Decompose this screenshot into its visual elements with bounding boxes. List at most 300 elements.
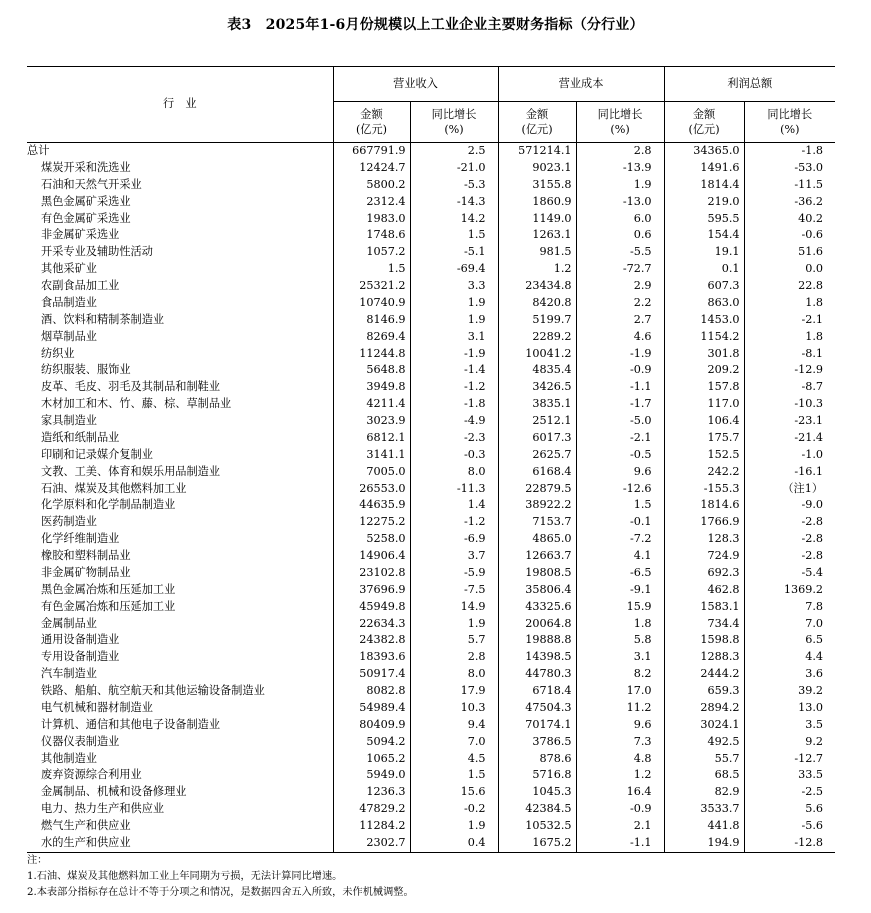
profit-amount-cell: 0.1 bbox=[664, 261, 744, 278]
table-row bbox=[27, 346, 835, 363]
revenue-amount-cell: 25321.2 bbox=[333, 278, 410, 295]
profit-growth-cell: 51.6 bbox=[744, 244, 835, 261]
cost-growth-cell: 7.3 bbox=[576, 734, 664, 751]
table-row bbox=[27, 514, 835, 531]
table-row bbox=[27, 227, 835, 244]
table-row bbox=[27, 362, 835, 379]
revenue-amount-cell: 8269.4 bbox=[333, 329, 410, 346]
revenue-amount-cell: 12275.2 bbox=[333, 514, 410, 531]
revenue-growth-cell: 2.5 bbox=[410, 143, 498, 160]
profit-amount-cell: 1814.4 bbox=[664, 177, 744, 194]
cost-amount-cell: 1675.2 bbox=[498, 835, 576, 852]
revenue-growth-cell: -0.3 bbox=[410, 447, 498, 464]
revenue-amount-cell: 2312.4 bbox=[333, 194, 410, 211]
profit-amount-cell: 1491.6 bbox=[664, 160, 744, 177]
industry-name: 电力、热力生产和供应业 bbox=[41, 802, 165, 816]
cost-amount-cell: 70174.1 bbox=[498, 717, 576, 734]
cost-growth-cell: -1.9 bbox=[576, 346, 664, 363]
industry-name: 木材加工和木、竹、藤、棕、草制品业 bbox=[41, 397, 232, 411]
cost-amount-cell: 6168.4 bbox=[498, 464, 576, 481]
cost-growth-cell: 1.8 bbox=[576, 616, 664, 633]
cost-growth-cell: -0.1 bbox=[576, 514, 664, 531]
profit-amount-cell: 106.4 bbox=[664, 413, 744, 430]
profit-growth-cell: -21.4 bbox=[744, 430, 835, 447]
revenue-amount-cell: 45949.8 bbox=[333, 599, 410, 616]
profit-amount-cell: 659.3 bbox=[664, 683, 744, 700]
industry-name: 化学原料和化学制品制造业 bbox=[41, 498, 176, 512]
profit-amount-cell: 595.5 bbox=[664, 211, 744, 228]
profit-amount-cell: 152.5 bbox=[664, 447, 744, 464]
revenue-amount-cell: 5094.2 bbox=[333, 734, 410, 751]
profit-amount-cell: 34365.0 bbox=[664, 143, 744, 160]
profit-growth-cell: -2.8 bbox=[744, 548, 835, 565]
revenue-growth-cell: 15.6 bbox=[410, 784, 498, 801]
industry-name: 酒、饮料和精制茶制造业 bbox=[41, 312, 165, 326]
revenue-growth-cell: -11.3 bbox=[410, 481, 498, 498]
profit-growth-cell: -5.6 bbox=[744, 818, 835, 835]
profit-growth-cell: 0.0 bbox=[744, 261, 835, 278]
profit-amount-cell: 68.5 bbox=[664, 767, 744, 784]
profit-growth-cell: -12.7 bbox=[744, 751, 835, 768]
cost-growth-cell: -1.1 bbox=[576, 835, 664, 852]
profit-growth-cell: -2.5 bbox=[744, 784, 835, 801]
table-row bbox=[27, 751, 835, 768]
revenue-growth-cell: 2.8 bbox=[410, 649, 498, 666]
table-row bbox=[27, 430, 835, 447]
revenue-growth-cell: 1.9 bbox=[410, 295, 498, 312]
table-row bbox=[27, 616, 835, 633]
profit-growth-cell: 6.5 bbox=[744, 632, 835, 649]
cost-growth-cell: -13.0 bbox=[576, 194, 664, 211]
cost-amount-cell: 14398.5 bbox=[498, 649, 576, 666]
profit-amount-cell: 209.2 bbox=[664, 362, 744, 379]
industry-name: 金属制品业 bbox=[41, 616, 97, 630]
industry-name: 有色金属矿采选业 bbox=[41, 211, 131, 225]
industry-name: 有色金属冶炼和压延加工业 bbox=[41, 599, 176, 613]
table-row bbox=[27, 666, 835, 683]
cost-growth-cell: 3.1 bbox=[576, 649, 664, 666]
profit-amount-cell: 1583.1 bbox=[664, 599, 744, 616]
cost-amount-cell: 3426.5 bbox=[498, 379, 576, 396]
cost-growth-cell: -0.9 bbox=[576, 362, 664, 379]
industry-name: 非金属矿采选业 bbox=[41, 228, 120, 242]
profit-amount-cell: 157.8 bbox=[664, 379, 744, 396]
profit-amount-cell: 2444.2 bbox=[664, 666, 744, 683]
profit-amount-cell: 734.4 bbox=[664, 616, 744, 633]
revenue-growth-cell: -1.2 bbox=[410, 514, 498, 531]
revenue-growth-cell: 1.9 bbox=[410, 818, 498, 835]
profit-growth-cell: 3.6 bbox=[744, 666, 835, 683]
cost-growth-cell: 15.9 bbox=[576, 599, 664, 616]
revenue-amount-cell: 1236.3 bbox=[333, 784, 410, 801]
cost-growth-cell: -5.5 bbox=[576, 244, 664, 261]
profit-growth-cell: 9.2 bbox=[744, 734, 835, 751]
profit-amount-cell: 692.3 bbox=[664, 565, 744, 582]
profit-growth-cell: 22.8 bbox=[744, 278, 835, 295]
cost-amount-cell: 9023.1 bbox=[498, 160, 576, 177]
profit-growth-cell: -16.1 bbox=[744, 464, 835, 481]
profit-growth-cell: 3.5 bbox=[744, 717, 835, 734]
cost-amount-cell: 10532.5 bbox=[498, 818, 576, 835]
revenue-growth-cell: 17.9 bbox=[410, 683, 498, 700]
cost-amount-cell: 3155.8 bbox=[498, 177, 576, 194]
revenue-growth-cell: 3.3 bbox=[410, 278, 498, 295]
profit-amount-cell: 3024.1 bbox=[664, 717, 744, 734]
revenue-amount-cell: 37696.9 bbox=[333, 582, 410, 599]
cost-growth-cell: 2.1 bbox=[576, 818, 664, 835]
profit-amount-cell: 492.5 bbox=[664, 734, 744, 751]
industry-name: 石油和天然气开采业 bbox=[41, 177, 142, 191]
table-row bbox=[27, 548, 835, 565]
table-row bbox=[27, 447, 835, 464]
cost-amount-cell: 1149.0 bbox=[498, 211, 576, 228]
profit-amount-cell: 194.9 bbox=[664, 835, 744, 852]
profit-amount-cell: 128.3 bbox=[664, 531, 744, 548]
profit-growth-cell: -1.8 bbox=[744, 143, 835, 160]
table-row bbox=[27, 835, 835, 852]
table-row bbox=[27, 160, 835, 177]
table-body bbox=[27, 143, 835, 853]
revenue-growth-cell: -5.9 bbox=[410, 565, 498, 582]
table-row bbox=[27, 767, 835, 784]
revenue-growth-cell: -1.8 bbox=[410, 396, 498, 413]
profit-growth-cell: 4.4 bbox=[744, 649, 835, 666]
cost-amount-cell: 47504.3 bbox=[498, 700, 576, 717]
profit-growth-cell: -8.7 bbox=[744, 379, 835, 396]
cost-growth-cell: 5.8 bbox=[576, 632, 664, 649]
revenue-amount-cell: 3949.8 bbox=[333, 379, 410, 396]
revenue-growth-cell: -5.3 bbox=[410, 177, 498, 194]
table-row bbox=[27, 278, 835, 295]
table-row bbox=[27, 295, 835, 312]
revenue-growth-cell: 3.7 bbox=[410, 548, 498, 565]
revenue-amount-cell: 667791.9 bbox=[333, 143, 410, 160]
profit-amount-cell: 1598.8 bbox=[664, 632, 744, 649]
table-row bbox=[27, 211, 835, 228]
table-row bbox=[27, 413, 835, 430]
revenue-amount-cell: 11244.8 bbox=[333, 346, 410, 363]
table-row bbox=[27, 177, 835, 194]
profit-growth-cell: 1.8 bbox=[744, 329, 835, 346]
cost-growth-cell: -0.9 bbox=[576, 801, 664, 818]
revenue-growth-cell: 1.9 bbox=[410, 616, 498, 633]
cost-growth-cell: 2.8 bbox=[576, 143, 664, 160]
industry-name: 黑色金属矿采选业 bbox=[41, 194, 131, 208]
profit-growth-cell: -10.3 bbox=[744, 396, 835, 413]
revenue-growth-cell: -1.4 bbox=[410, 362, 498, 379]
cost-growth-cell: 11.2 bbox=[576, 700, 664, 717]
table-row bbox=[27, 379, 835, 396]
cost-growth-cell: 4.1 bbox=[576, 548, 664, 565]
profit-amount-cell: 724.9 bbox=[664, 548, 744, 565]
profit-growth-cell: -11.5 bbox=[744, 177, 835, 194]
cost-growth-cell: 1.2 bbox=[576, 767, 664, 784]
table-row bbox=[27, 818, 835, 835]
cost-amount-cell: 22879.5 bbox=[498, 481, 576, 498]
industry-name: 烟草制品业 bbox=[41, 329, 97, 343]
note-2: 2.本表部分指标存在总计不等于分项之和情况，是数据四舍五入所致，未作机械调整。 bbox=[27, 887, 414, 898]
profit-amount-cell: 1766.9 bbox=[664, 514, 744, 531]
table-row bbox=[27, 329, 835, 346]
cost-amount-cell: 2289.2 bbox=[498, 329, 576, 346]
revenue-growth-cell: -6.9 bbox=[410, 531, 498, 548]
profit-growth-cell: 7.8 bbox=[744, 599, 835, 616]
cost-growth-cell: -7.2 bbox=[576, 531, 664, 548]
cost-growth-cell: 4.6 bbox=[576, 329, 664, 346]
profit-growth-cell: -2.8 bbox=[744, 531, 835, 548]
revenue-amount-cell: 5949.0 bbox=[333, 767, 410, 784]
table-row bbox=[27, 565, 835, 582]
cost-amount-cell: 2625.7 bbox=[498, 447, 576, 464]
cost-group-header: 营业成本 bbox=[498, 67, 664, 102]
profit-growth-cell: -9.0 bbox=[744, 497, 835, 514]
cost-growth-cell: -72.7 bbox=[576, 261, 664, 278]
revenue-growth-cell: -1.9 bbox=[410, 346, 498, 363]
revenue-amount-cell: 80409.9 bbox=[333, 717, 410, 734]
cost-amount-cell: 7153.7 bbox=[498, 514, 576, 531]
profit-growth-cell: 1.8 bbox=[744, 295, 835, 312]
profit-amount-cell: 1288.3 bbox=[664, 649, 744, 666]
industry-name: 计算机、通信和其他电子设备制造业 bbox=[41, 717, 221, 731]
revenue-growth-cell: -2.3 bbox=[410, 430, 498, 447]
revenue-growth-cell: 8.0 bbox=[410, 666, 498, 683]
cost-amount-cell: 43325.6 bbox=[498, 599, 576, 616]
profit-amount-cell: 301.8 bbox=[664, 346, 744, 363]
cost-amount-cell: 23434.8 bbox=[498, 278, 576, 295]
cost-amount-cell: 10041.2 bbox=[498, 346, 576, 363]
profit-growth-cell: 33.5 bbox=[744, 767, 835, 784]
industry-name: 造纸和纸制品业 bbox=[41, 430, 120, 444]
table-row bbox=[27, 784, 835, 801]
revenue-amount-cell: 24382.8 bbox=[333, 632, 410, 649]
financial-indicators-table bbox=[27, 66, 835, 853]
profit-growth-cell: 39.2 bbox=[744, 683, 835, 700]
revenue-amount-cell: 3141.1 bbox=[333, 447, 410, 464]
notes bbox=[27, 853, 414, 901]
cost-growth-cell: 6.0 bbox=[576, 211, 664, 228]
industry-name: 石油、煤炭及其他燃料加工业 bbox=[41, 481, 187, 495]
profit-growth-cell: -53.0 bbox=[744, 160, 835, 177]
revenue-growth-header: 同比增长 (%) bbox=[410, 102, 498, 143]
industry-header: 行 业 bbox=[27, 67, 333, 143]
profit-amount-cell: 242.2 bbox=[664, 464, 744, 481]
revenue-amount-cell: 2302.7 bbox=[333, 835, 410, 852]
revenue-growth-cell: -14.3 bbox=[410, 194, 498, 211]
table-row bbox=[27, 801, 835, 818]
revenue-growth-cell: 10.3 bbox=[410, 700, 498, 717]
note-1: 1.石油、煤炭及其他燃料加工业上年同期为亏损，无法计算同比增速。 bbox=[27, 871, 343, 882]
revenue-amount-cell: 1065.2 bbox=[333, 751, 410, 768]
industry-name: 食品制造业 bbox=[41, 295, 97, 309]
table-title: 表3 2025年1-6月份规模以上工业企业主要财务指标（分行业） bbox=[227, 17, 644, 33]
revenue-amount-cell: 3023.9 bbox=[333, 413, 410, 430]
profit-amount-cell: 3533.7 bbox=[664, 801, 744, 818]
industry-name: 仪器仪表制造业 bbox=[41, 734, 120, 748]
profit-growth-cell: -23.1 bbox=[744, 413, 835, 430]
cost-growth-cell: 17.0 bbox=[576, 683, 664, 700]
cost-amount-cell: 3786.5 bbox=[498, 734, 576, 751]
cost-amount-cell: 4865.0 bbox=[498, 531, 576, 548]
profit-growth-cell: 40.2 bbox=[744, 211, 835, 228]
profit-growth-cell: -1.0 bbox=[744, 447, 835, 464]
profit-growth-cell: 13.0 bbox=[744, 700, 835, 717]
cost-amount-cell: 5199.7 bbox=[498, 312, 576, 329]
cost-amount-cell: 4835.4 bbox=[498, 362, 576, 379]
revenue-growth-cell: 4.5 bbox=[410, 751, 498, 768]
profit-amount-cell: -155.3 bbox=[664, 481, 744, 498]
cost-amount-cell: 44780.3 bbox=[498, 666, 576, 683]
cost-amount-cell: 2512.1 bbox=[498, 413, 576, 430]
notes-label: 注： bbox=[27, 855, 48, 866]
revenue-growth-cell: 3.1 bbox=[410, 329, 498, 346]
profit-amount-cell: 441.8 bbox=[664, 818, 744, 835]
industry-name: 燃气生产和供应业 bbox=[41, 819, 131, 832]
industry-name: 印刷和记录媒介复制业 bbox=[41, 447, 153, 461]
table-row bbox=[27, 599, 835, 616]
industry-name: 纺织业 bbox=[41, 346, 75, 360]
revenue-growth-cell: -4.9 bbox=[410, 413, 498, 430]
revenue-amount-cell: 5800.2 bbox=[333, 177, 410, 194]
cost-amount-cell: 19808.5 bbox=[498, 565, 576, 582]
cost-growth-cell: 9.6 bbox=[576, 464, 664, 481]
revenue-growth-cell: 1.5 bbox=[410, 227, 498, 244]
revenue-amount-cell: 8082.8 bbox=[333, 683, 410, 700]
cost-amount-cell: 38922.2 bbox=[498, 497, 576, 514]
revenue-amount-cell: 1.5 bbox=[333, 261, 410, 278]
industry-name: 医药制造业 bbox=[41, 515, 97, 529]
cost-amount-cell: 3835.1 bbox=[498, 396, 576, 413]
table-row bbox=[27, 531, 835, 548]
revenue-group-header: 营业收入 bbox=[333, 67, 498, 102]
profit-amount-cell: 607.3 bbox=[664, 278, 744, 295]
cost-growth-cell: 16.4 bbox=[576, 784, 664, 801]
profit-growth-cell: -12.8 bbox=[744, 835, 835, 852]
profit-amount-cell: 19.1 bbox=[664, 244, 744, 261]
cost-growth-cell: -13.9 bbox=[576, 160, 664, 177]
cost-amount-header: 金额 (亿元) bbox=[498, 102, 576, 143]
revenue-growth-cell: -5.1 bbox=[410, 244, 498, 261]
cost-growth-cell: 2.9 bbox=[576, 278, 664, 295]
revenue-amount-cell: 5648.8 bbox=[333, 362, 410, 379]
industry-name: 铁路、船舶、航空航天和其他运输设备制造业 bbox=[41, 684, 265, 697]
revenue-amount-cell: 12424.7 bbox=[333, 160, 410, 177]
industry-name: 化学纤维制造业 bbox=[41, 532, 120, 546]
revenue-amount-cell: 1983.0 bbox=[333, 211, 410, 228]
revenue-growth-cell: 1.9 bbox=[410, 312, 498, 329]
industry-name: 其他采矿业 bbox=[41, 262, 97, 276]
cost-growth-cell: -6.5 bbox=[576, 565, 664, 582]
revenue-growth-cell: 9.4 bbox=[410, 717, 498, 734]
revenue-amount-cell: 11284.2 bbox=[333, 818, 410, 835]
profit-amount-cell: 2894.2 bbox=[664, 700, 744, 717]
cost-growth-header: 同比增长 (%) bbox=[576, 102, 664, 143]
revenue-amount-cell: 14906.4 bbox=[333, 548, 410, 565]
revenue-amount-cell: 23102.8 bbox=[333, 565, 410, 582]
industry-name: 非金属矿物制品业 bbox=[41, 565, 131, 579]
cost-growth-cell: 4.8 bbox=[576, 751, 664, 768]
cost-amount-cell: 19888.8 bbox=[498, 632, 576, 649]
cost-amount-cell: 1263.1 bbox=[498, 227, 576, 244]
revenue-growth-cell: 1.5 bbox=[410, 767, 498, 784]
table-row bbox=[27, 244, 835, 261]
cost-growth-cell: 2.7 bbox=[576, 312, 664, 329]
industry-name: 专用设备制造业 bbox=[41, 650, 120, 664]
cost-growth-cell: 8.2 bbox=[576, 666, 664, 683]
industry-name: 水的生产和供应业 bbox=[27, 835, 333, 852]
cost-amount-cell: 5716.8 bbox=[498, 767, 576, 784]
cost-amount-cell: 6718.4 bbox=[498, 683, 576, 700]
cost-growth-cell: -0.5 bbox=[576, 447, 664, 464]
profit-growth-cell: -12.9 bbox=[744, 362, 835, 379]
profit-growth-cell: -5.4 bbox=[744, 565, 835, 582]
table-row bbox=[27, 683, 835, 700]
table-row bbox=[27, 649, 835, 666]
cost-amount-cell: 571214.1 bbox=[498, 143, 576, 160]
profit-growth-cell: （注1） bbox=[744, 481, 835, 498]
profit-amount-cell: 462.8 bbox=[664, 582, 744, 599]
revenue-amount-cell: 54989.4 bbox=[333, 700, 410, 717]
profit-growth-cell: 1369.2 bbox=[744, 582, 835, 599]
revenue-growth-cell: -7.5 bbox=[410, 582, 498, 599]
revenue-growth-cell: 7.0 bbox=[410, 734, 498, 751]
cost-growth-cell: 1.9 bbox=[576, 177, 664, 194]
industry-name: 其他制造业 bbox=[41, 751, 97, 765]
profit-amount-cell: 175.7 bbox=[664, 430, 744, 447]
cost-amount-cell: 12663.7 bbox=[498, 548, 576, 565]
industry-name: 开采专业及辅助性活动 bbox=[41, 245, 153, 259]
profit-amount-cell: 82.9 bbox=[664, 784, 744, 801]
cost-amount-cell: 42384.5 bbox=[498, 801, 576, 818]
profit-growth-cell: -2.1 bbox=[744, 312, 835, 329]
cost-growth-cell: -2.1 bbox=[576, 430, 664, 447]
cost-growth-cell: -1.1 bbox=[576, 379, 664, 396]
profit-growth-cell: 5.6 bbox=[744, 801, 835, 818]
cost-amount-cell: 981.5 bbox=[498, 244, 576, 261]
cost-growth-cell: 0.6 bbox=[576, 227, 664, 244]
profit-amount-cell: 1154.2 bbox=[664, 329, 744, 346]
industry-name: 总计 bbox=[27, 143, 333, 160]
cost-amount-cell: 1860.9 bbox=[498, 194, 576, 211]
cost-growth-cell: -9.1 bbox=[576, 582, 664, 599]
revenue-amount-cell: 8146.9 bbox=[333, 312, 410, 329]
table-row bbox=[27, 717, 835, 734]
table-row bbox=[27, 312, 835, 329]
industry-name: 农副食品加工业 bbox=[41, 279, 120, 292]
cost-amount-cell: 20064.8 bbox=[498, 616, 576, 633]
revenue-amount-cell: 44635.9 bbox=[333, 497, 410, 514]
profit-growth-cell: -8.1 bbox=[744, 346, 835, 363]
profit-amount-cell: 219.0 bbox=[664, 194, 744, 211]
revenue-growth-cell: 14.2 bbox=[410, 211, 498, 228]
revenue-growth-cell: 8.0 bbox=[410, 464, 498, 481]
table-row bbox=[27, 497, 835, 514]
table-row bbox=[27, 734, 835, 751]
industry-name: 废弃资源综合利用业 bbox=[41, 768, 142, 782]
profit-growth-cell: -0.6 bbox=[744, 227, 835, 244]
revenue-amount-cell: 5258.0 bbox=[333, 531, 410, 548]
cost-amount-cell: 35806.4 bbox=[498, 582, 576, 599]
profit-amount-cell: 154.4 bbox=[664, 227, 744, 244]
profit-amount-cell: 55.7 bbox=[664, 751, 744, 768]
revenue-amount-cell: 18393.6 bbox=[333, 649, 410, 666]
table-row bbox=[27, 632, 835, 649]
industry-name: 皮革、毛皮、羽毛及其制品和制鞋业 bbox=[41, 380, 221, 394]
industry-name: 煤炭开采和洗选业 bbox=[41, 160, 131, 174]
revenue-growth-cell: 0.4 bbox=[410, 835, 498, 852]
revenue-growth-cell: -69.4 bbox=[410, 261, 498, 278]
revenue-amount-cell: 26553.0 bbox=[333, 481, 410, 498]
industry-name: 文教、工美、体育和娱乐用品制造业 bbox=[41, 464, 221, 478]
